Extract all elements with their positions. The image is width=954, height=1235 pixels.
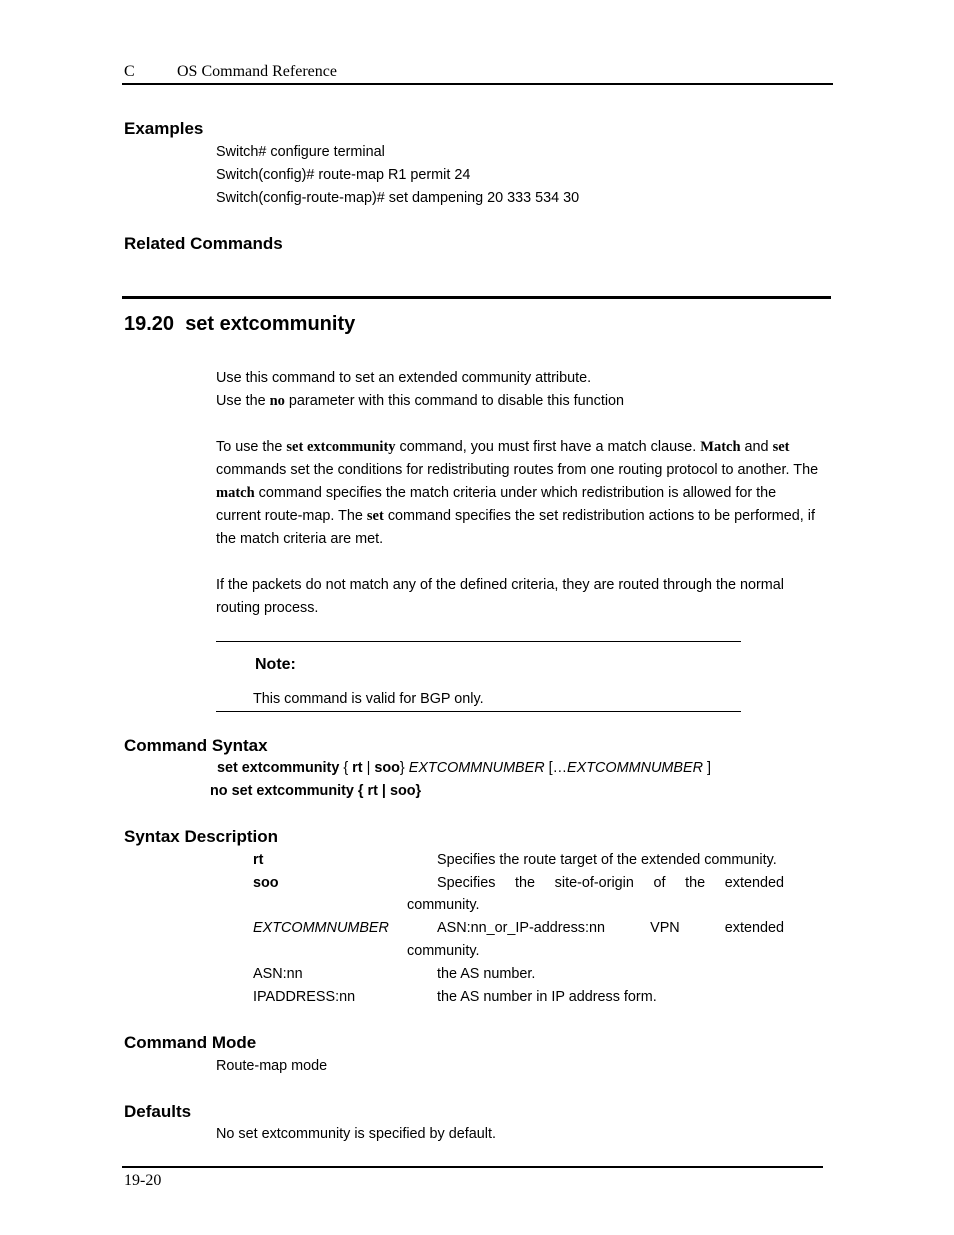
note-label: Note: xyxy=(255,656,296,673)
syntax-pipe: | xyxy=(362,760,375,776)
defaults-text: No set extcommunity is specified by default. xyxy=(216,1126,496,1142)
p1l4-post: command specifies the set redistribution actions to be performed, if xyxy=(383,508,815,524)
syntax-arg-repeat: EXTCOMMNUMBER xyxy=(567,760,703,776)
syntax-cmd: set extcommunity xyxy=(217,760,340,776)
syntax-line-2: no set extcommunity { rt | soo} xyxy=(210,783,422,799)
soo-w4: of xyxy=(653,875,666,891)
p1l1-kw1: set extcommunity xyxy=(286,439,396,455)
examples-heading: Examples xyxy=(124,119,204,138)
p1l1-and: and xyxy=(740,439,773,455)
para2-line-2: routing process. xyxy=(216,600,319,616)
syntax-brace-open: { xyxy=(339,760,353,776)
section-title xyxy=(124,313,355,336)
desc-extcommnumber xyxy=(437,917,784,940)
term-soo: soo xyxy=(253,875,279,891)
intro-line-2 xyxy=(216,390,624,413)
term-asn: ASN:nn xyxy=(253,966,303,982)
soo-w1: Specifies xyxy=(437,875,496,891)
intro2-keyword: no xyxy=(269,393,285,409)
footer-rule xyxy=(122,1166,823,1168)
p1l4-pre: current route-map. The xyxy=(216,508,367,524)
desc-ext-cont: community. xyxy=(407,943,480,959)
soo-w2: the xyxy=(515,875,536,891)
syntax-brace-close: } xyxy=(399,760,409,776)
intro2-post: parameter with this command to disable this function xyxy=(284,393,625,409)
para1-line-1 xyxy=(216,436,789,459)
term-ipaddress: IPADDRESS:nn xyxy=(253,989,356,1005)
intro-line-1: Use this command to set an extended community attribute. xyxy=(216,370,592,386)
desc-ipaddress: the AS number in IP address form. xyxy=(437,989,657,1005)
note-bottom-rule xyxy=(216,711,741,712)
para1-line-2: commands set the conditions for redistributing routes from one routing protocol to another. The xyxy=(216,462,819,478)
soo-w3: site-of-origin xyxy=(554,875,634,891)
syntax-line-1 xyxy=(217,757,711,780)
p1l1-pre: To use the xyxy=(216,439,287,455)
page-number: 19-20 xyxy=(124,1172,162,1189)
command-mode-heading: Command Mode xyxy=(124,1033,257,1052)
syntax-bracket-close: ] xyxy=(702,760,711,776)
note-text: This command is valid for BGP only. xyxy=(253,691,484,707)
header-rule xyxy=(122,83,833,85)
para2-line-1: If the packets do not match any of the defined criteria, they are routed through the normal xyxy=(216,577,784,593)
para1-line-5: the match criteria are met. xyxy=(216,531,384,547)
term-extcommnumber: EXTCOMMNUMBER xyxy=(253,920,389,936)
syntax-bracket-open: [… xyxy=(544,760,568,776)
example-line-3: Switch(config-route-map)# set dampening 20 333 534 30 xyxy=(216,190,580,206)
term-rt: rt xyxy=(253,852,264,868)
desc-asn: the AS number. xyxy=(437,966,536,982)
header-chapter-letter: C xyxy=(124,63,135,80)
p1l1-kw2: Match xyxy=(700,439,741,455)
soo-w5: the xyxy=(685,875,706,891)
section-rule xyxy=(122,296,831,299)
section-number: 19.20 xyxy=(124,313,175,335)
p1l4-kw: set xyxy=(366,508,384,524)
header-title: OS Command Reference xyxy=(177,63,337,80)
command-syntax-heading: Command Syntax xyxy=(124,736,268,755)
section-name: set extcommunity xyxy=(185,313,356,335)
example-line-1: Switch# configure terminal xyxy=(216,144,385,160)
ext-w2: VPN xyxy=(650,920,680,936)
defaults-heading: Defaults xyxy=(124,1102,192,1121)
syntax-rt: rt xyxy=(352,760,363,776)
command-mode-text: Route-map mode xyxy=(216,1058,328,1074)
intro2-pre: Use the xyxy=(216,393,270,409)
example-line-2: Switch(config)# route-map R1 permit 24 xyxy=(216,167,471,183)
p1l1-kw3: set xyxy=(772,439,790,455)
para1-line-3 xyxy=(216,482,776,505)
para1-line-4 xyxy=(216,505,815,528)
syntax-soo: soo xyxy=(374,760,400,776)
related-commands-heading: Related Commands xyxy=(124,234,283,253)
p1l1-mid: command, you must first have a match clause. xyxy=(395,439,701,455)
p1l3-kw: match xyxy=(216,485,255,501)
p1l3-post: command specifies the match criteria under which redistribution is allowed for the xyxy=(254,485,777,501)
syntax-arg: EXTCOMMNUMBER xyxy=(408,760,545,776)
soo-w6: extended xyxy=(724,875,784,891)
syntax-description-heading: Syntax Description xyxy=(124,827,278,846)
desc-rt: Specifies the route target of the extended community. xyxy=(437,852,777,868)
note-top-rule xyxy=(216,641,741,642)
desc-soo-cont: community. xyxy=(407,897,480,913)
ext-w1: ASN:nn_or_IP-address:nn xyxy=(437,920,605,936)
ext-w3: extended xyxy=(724,920,784,936)
desc-soo xyxy=(437,872,784,895)
